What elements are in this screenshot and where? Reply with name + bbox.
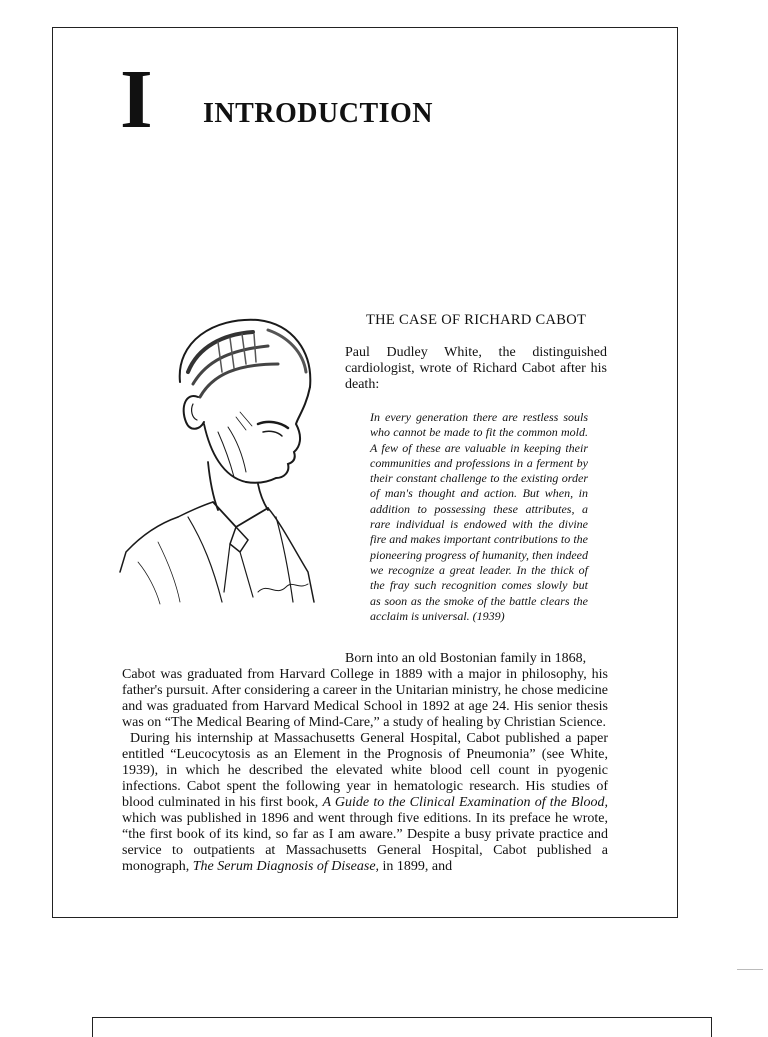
body-paragraph-1: Cabot was graduated from Harvard College in 1889 with a major in philosophy, his father's pursuit. After considering a career in the Unitarian ministry, he chose medicine and was graduated from Harvard Medical School in 1892 at age 24. His senior thesis was on “The Medical Bearing of Mind-Care,” a study of healing by Christian Science. (122, 667, 609, 730)
block-quote: In every generation there are restless souls who cannot be made to fit the common mold. A few of these are valuable in keeping their communities and professions in a ferment by their constant challenge to the existing order of man's thought and action. But when, in addition to possessing these attributes, a rare individual is endowed with the divine fire and makes important contributions to the pioneering progress of humanity, then indeed we recognize a great leader. In the thick of the fray such recognition comes slowly but as soon as the smoke of the battle clears the acclaim is universal. (1939) (370, 410, 588, 623)
next-page-frame (92, 1017, 712, 1037)
body-paragraph-2 (122, 731, 608, 875)
p2-text-a: During his internship at Massachusetts General Hospital, Cabot published a paper entitled “Leucocytosis as an Element in the Prognosis of Pneumonia” (see White, 1939), in which he described the elevated white blood cell count in pyogenic infections. Cabot spent the following year in hematologic research. His studies of blood culminated in his first book, (122, 731, 608, 810)
section-heading: THE CASE OF RICHARD CABOT (366, 312, 587, 328)
intro-paragraph: Paul Dudley White, the distinguished cardiologist, wrote of Richard Cabot after his death: (345, 345, 607, 392)
p2-text-b: which was published in 1896 and went through five editions. In its preface he wrote, “the first book of its kind, so far as I am aware.” Despite a busy private practice and service to outpatients at Massachusetts General Hospital, Cabot published a monograph, (122, 811, 608, 874)
book-title-guide: A Guide to the Clinical Examination of the Blood, (322, 795, 608, 810)
p2-text-c: in 1899, and (379, 859, 453, 874)
body-text (122, 667, 608, 875)
book-title-serum: The Serum Diagnosis of Disease, (192, 859, 380, 874)
margin-mark (737, 969, 763, 970)
portrait-illustration (118, 312, 318, 612)
body-first-line: Born into an old Bostonian family in 1868, (345, 651, 587, 666)
chapter-title: INTRODUCTION (203, 98, 434, 129)
chapter-numeral: I (120, 53, 153, 146)
